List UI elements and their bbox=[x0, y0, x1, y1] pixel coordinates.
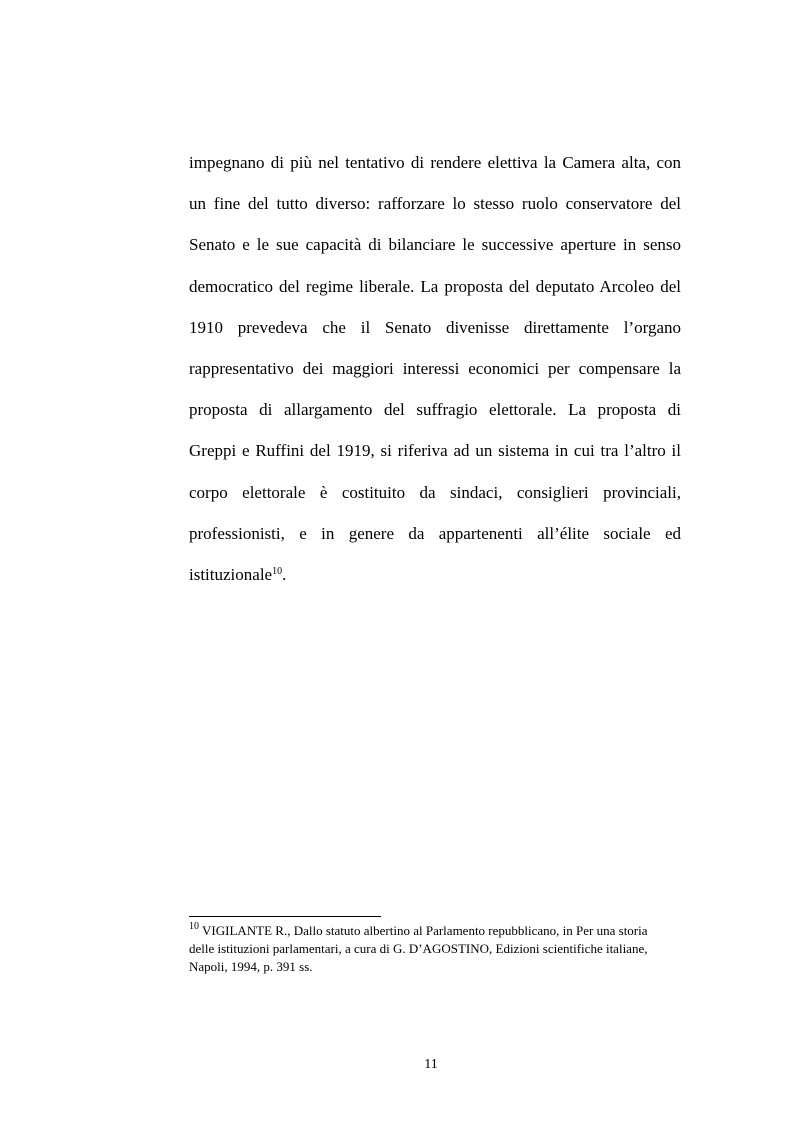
footnote-text: VIGILANTE R., Dallo statuto albertino al Parlamento repubblicano, in Per una storia bbox=[202, 923, 648, 938]
footnote-line: delle istituzioni parlamentari, a cura di G. D’AGOSTINO, Edizioni scientifiche italiane, bbox=[189, 941, 648, 956]
body-text bbox=[189, 148, 681, 601]
body-line-last-text: istituzionale bbox=[189, 564, 273, 584]
body-line: rappresentativo dei maggiori interessi economici per compensare la bbox=[189, 358, 681, 378]
body-line: un fine del tutto diverso: rafforzare lo stesso ruolo conservatore del bbox=[189, 194, 681, 214]
footnote-line: Napoli, 1994, p. 391 ss. bbox=[189, 959, 313, 974]
body-line: democratico del regime liberale. La proposta del deputato Arcoleo del bbox=[189, 276, 681, 296]
footnote-number: 10 bbox=[189, 921, 199, 932]
body-line: professionisti, e in genere da appartenenti all’élite sociale ed bbox=[189, 523, 681, 543]
body-line: Senato e le sue capacità di bilanciare le successive aperture in senso bbox=[189, 235, 681, 255]
footnote bbox=[189, 922, 659, 976]
body-line: impegnano di più nel tentativo di rendere elettiva la Camera alta, con bbox=[189, 153, 681, 172]
page-number: 11 bbox=[424, 1057, 438, 1072]
footnote-reference[interactable]: 10 bbox=[272, 565, 283, 577]
body-line-last bbox=[189, 560, 681, 601]
footnote-line bbox=[189, 922, 659, 940]
footnote-separator bbox=[189, 916, 381, 917]
body-line: Greppi e Ruffini del 1919, si riferiva ad un sistema in cui tra l’altro il bbox=[189, 441, 681, 461]
body-line: proposta di allargamento del suffragio elettorale. La proposta di bbox=[189, 400, 681, 420]
body-line-last-end: . bbox=[282, 564, 287, 584]
body-line: corpo elettorale è costituito da sindaci, consiglieri provinciali, bbox=[189, 482, 681, 502]
body-line: 1910 prevedeva che il Senato divenisse direttamente l’organo bbox=[189, 317, 681, 337]
